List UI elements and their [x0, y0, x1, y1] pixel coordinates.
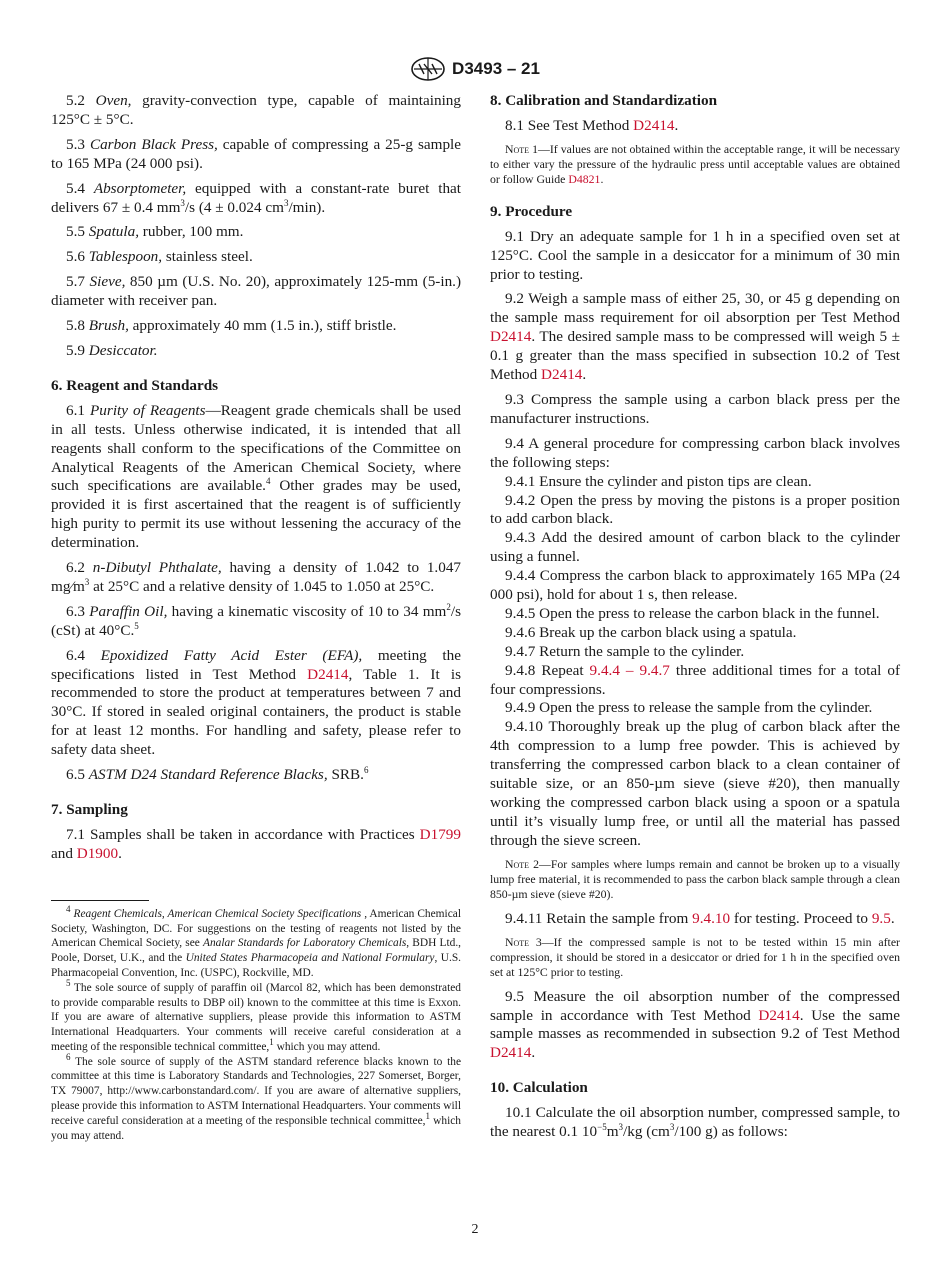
link-9-4-10[interactable]: 9.4.10 — [692, 909, 731, 927]
link-9-4-4-to-9-4-7[interactable]: 9.4.4 – 9.4.7 — [589, 661, 670, 679]
section-9-4-5: 9.4.5 Open the press to release the carbon black in the funnel. — [505, 604, 880, 622]
section-6-4: 6.4 Epoxidized Fatty Acid Ester (EFA), meeting the specifications listed in Test Method D2414, Table 1. It is recommended to store the product at temperatures between 7 and 30°C. If stored in sealed original containers, the product is stable for at least 12 months. For handling and safety, please refer to safety data sheet. — [51, 646, 461, 759]
section-6-1: 6.1 Purity of Reagents—Reagent grade chemicals shall be used in all tests. Unless otherwise indicated, it is intended that all reagents shall conform to the specifications of the Committee on Analytical Reagents of the American Chemical Society, where such specifications are available.$^4$ Other grades may be used, provided it is first ascertained that the reagent is of sufficiently high purity to permit its use without lessening the accuracy of the determination. — [51, 401, 462, 552]
link-d2414[interactable]: D2414 — [307, 665, 349, 683]
footnote-4: $^4$ Reagent Chemicals, American Chemical Society Specifications , American Chemical Society, Washington, DC. For suggestions on the testing of reagents not listed by the American Chemical Society, see Analar Standards for Laboratory Chemicals, BDH Ltd., Poole, Dorset, U.K., and the United States Pharmacopeia and National Formulary, U.S. Pharmacopeial Convention, Inc. (USPC), Rockville, MD. — [51, 903, 462, 979]
section-10-1: 10.1 Calculate the oil absorption number, compressed sample, to the nearest 0.1 $10^{-5}m^3/kg$ ($cm^3/100$ g) as follows: — [490, 1104, 900, 1141]
note-3: Note 3—If the compressed sample is not to be tested within 15 min after compression, it should be stored in a desiccator or dried for 1 h in the specified oven set at 125°C prior to testing. — [490, 934, 900, 979]
left-column — [51, 92, 461, 1143]
note-2: Note 2—For samples where lumps remain and cannot be broken up to a visually lump free material, it is recommended to pass the carbon black sample through a clean 850-µm sieve (sieve #20). — [490, 856, 900, 901]
section-5-9: 5.9 Desiccator. — [66, 341, 158, 359]
heading-section-6: 6. Reagent and Standards — [51, 376, 219, 394]
footnote-5: $^5$ The sole source of supply of paraffin oil (Marcol 82, which has been demonstrated to provide comparable results to DBP oil) known to the committee at this time is Exxon. If you are aware of alternative suppliers, please provide this information to ASTM International Headquarters. Your comments will receive careful consideration at a meeting of the responsible technical committee,$^1$ which you may attend. — [51, 977, 461, 1053]
section-6-3: 6.3 Paraffin Oil, having a kinematic viscosity of 10 to 34 $mm^2/s$ (cSt) at 40°C.$^5$ — [51, 601, 461, 639]
document-designation: D3493 – 21 — [452, 59, 540, 78]
heading-section-10: 10. Calculation — [490, 1079, 588, 1097]
heading-section-7: 7. Sampling — [51, 801, 128, 818]
heading-section-9: 9. Procedure — [490, 202, 573, 220]
section-9-1: 9.1 Dry an adequate sample for 1 h in a specified oven set at 125°C. Cool the sample in a desiccator for a minimum of 30 min prior to testing. — [490, 227, 900, 283]
section-9-4-4: 9.4.4 Compress the carbon black to approximately 165 MPa (24 000 psi), hold for about 1 s, then release. — [490, 567, 900, 604]
link-d2414[interactable]: D2414 — [490, 1044, 532, 1062]
astm-logo-icon — [410, 56, 446, 82]
section-5-2: 5.2 Oven, gravity-convection type, capable of maintaining 125°C ± 5°C. — [51, 92, 461, 128]
section-9-3: 9.3 Compress the sample using a carbon black press per the manufacturer instructions. — [490, 390, 900, 427]
section-5-7: 5.7 Sieve, 850 µm (U.S. No. 20), approximately 125-mm (5-in.) diameter with receiver pan. — [51, 273, 462, 310]
footnote-divider — [51, 900, 149, 901]
section-5-5: 5.5 Spatula, rubber, 100 mm. — [66, 223, 244, 241]
section-7-1: 7.1 Samples shall be taken in accordance with Practices D1799 and D1900. — [51, 825, 461, 862]
section-9-4-11: 9.4.11 Retain the sample from 9.4.10 for testing. Proceed to 9.5. — [505, 909, 895, 927]
section-5-8: 5.8 Brush, approximately 40 mm (1.5 in.), stiff bristle. — [66, 317, 397, 335]
link-d2414[interactable]: D2414 — [541, 366, 583, 384]
section-6-2: 6.2 n-Dibutyl Phthalate, having a density of 1.042 to 1.047 $mg⁄m^3$ at 25°C and a relative density of 1.045 to 1.050 at 25°C. — [51, 559, 462, 595]
note-1: Note 1—If values are not obtained within the acceptable range, it will be necessary to either vary the pressure of the hydraulic press until acceptable values are obtained or follow Guide D4821. — [490, 141, 900, 186]
link-d1799[interactable]: D1799 — [419, 825, 461, 843]
heading-section-8: 8. Calibration and Standardization — [490, 92, 718, 109]
section-6-5: 6.5 ASTM D24 Standard Reference Blacks, SRB.$^6$ — [66, 765, 369, 784]
section-9-4: 9.4 A general procedure for compressing carbon black involves the following steps: — [490, 434, 900, 471]
section-9-4-8: 9.4.8 Repeat 9.4.4 – 9.4.7 three additional times for a total of four compressions. — [490, 661, 901, 698]
section-9-4-2: 9.4.2 Open the press by moving the pistons is a proper position to add carbon black. — [490, 491, 900, 528]
link-d2414[interactable]: D2414 — [758, 1006, 800, 1024]
section-9-2: 9.2 Weigh a sample mass of either 25, 30, or 45 g depending on the sample mass requirement for oil absorption per Test Method D2414. The desired sample mass to be compressed will weigh 5 ± 0.1 g greater than the mass specified in subsection 10.2 of Test Method D2414. — [490, 290, 900, 384]
right-column — [490, 92, 900, 1148]
link-d4821[interactable]: D4821 — [568, 171, 601, 186]
link-9-5[interactable]: 9.5 — [871, 909, 891, 927]
page-number: 2 — [471, 1222, 479, 1237]
section-9-5: 9.5 Measure the oil absorption number of the compressed sample in accordance with Test Method D2414. Use the same sample masses as recommended in subsection 9.2 of Test Method D2414. — [490, 987, 900, 1062]
section-9-4-1: 9.4.1 Ensure the cylinder and piston tips are clean. — [505, 472, 812, 490]
section-9-4-9: 9.4.9 Open the press to release the sample from the cylinder. — [505, 699, 873, 717]
section-9-4-7: 9.4.7 Return the sample to the cylinder. — [505, 642, 745, 660]
section-9-4-6: 9.4.6 Break up the carbon black using a spatula. — [505, 623, 797, 641]
section-9-4-10: 9.4.10 Thoroughly break up the plug of carbon black after the 4th compression to a lump free powder. This is achieved by transferring the compressed carbon black to a clean container of suitable size, or an 850-µm sieve (sieve #20), then manually working the compressed carbon black using a spoon or a spatula until it’s visually lump free, or until all the material has passed through the sieve screen. — [490, 718, 900, 849]
section-9-4-3: 9.4.3 Add the desired amount of carbon black to the cylinder using a funnel. — [490, 529, 900, 566]
link-d2414[interactable]: D2414 — [633, 116, 675, 134]
section-8-1: 8.1 See Test Method D2414. — [505, 116, 679, 134]
section-5-3: 5.3 Carbon Black Press, capable of compressing a 25-g sample to 165 MPa (24 000 psi). — [51, 135, 461, 172]
page-header — [0, 56, 950, 82]
link-d2414[interactable]: D2414 — [490, 328, 532, 346]
footnote-6: $^6$ The sole source of supply of the ASTM standard reference blacks known to the committee at this time is Laboratory Standards and Technologies, 227 Somerset, Borger, TX 79007, http://www.carbonstandard.com/. If you are aware of alternative suppliers, please provide this information to ASTM International Headquarters. Your comments will receive careful consideration at a meeting of the responsible technical committee,$^1$ which you may attend. — [51, 1051, 461, 1142]
section-5-6: 5.6 Tablespoon, stainless steel. — [66, 248, 253, 266]
link-d1900[interactable]: D1900 — [76, 844, 119, 862]
section-5-4: 5.4 Absorptometer, equipped with a constant-rate buret that delivers 67 ± 0.4 $mm^3/s$ (4 ± 0.024 $cm^3/\min$). — [51, 179, 461, 216]
